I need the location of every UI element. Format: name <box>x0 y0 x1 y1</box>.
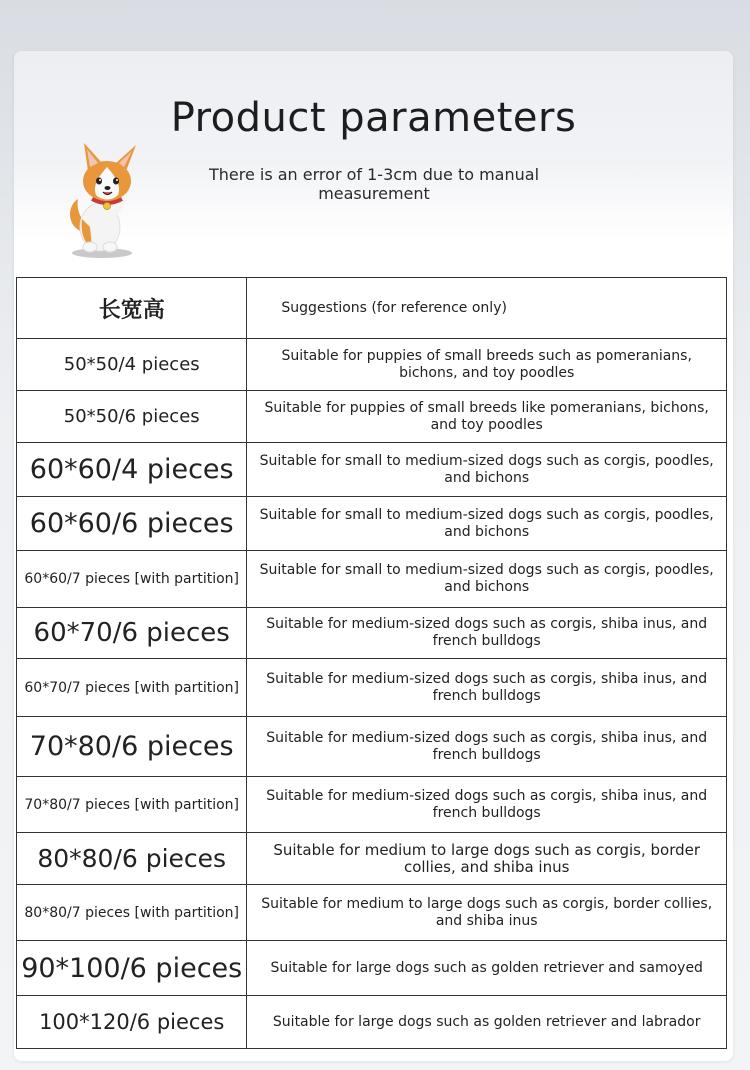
row-size: 60*70/7 pieces [with partition] <box>17 659 247 717</box>
table-row <box>17 391 727 443</box>
row-suggestion: Suitable for medium-sized dogs such as corgis, shiba inus, and french bulldogs <box>247 608 727 659</box>
row-size: 70*80/7 pieces [with partition] <box>17 777 247 833</box>
table-row <box>17 443 727 497</box>
parameters-table <box>16 277 727 1049</box>
row-size: 80*80/6 pieces <box>17 833 247 885</box>
table-row <box>17 885 727 941</box>
row-suggestion: Suitable for small to medium-sized dogs such as corgis, poodles, and bichons <box>247 497 727 551</box>
corgi-mascot-icon <box>62 135 162 261</box>
row-size: 90*100/6 pieces <box>17 941 247 996</box>
table-row <box>17 996 727 1049</box>
table-row <box>17 833 727 885</box>
row-size: 50*50/4 pieces <box>17 339 247 391</box>
row-size: 60*60/7 pieces [with partition] <box>17 551 247 608</box>
row-size: 60*60/4 pieces <box>17 443 247 497</box>
row-suggestion: Suitable for medium to large dogs such as corgis, border collies, and shiba inus <box>247 833 727 885</box>
table-row <box>17 608 727 659</box>
row-size: 60*60/6 pieces <box>17 497 247 551</box>
row-suggestion: Suitable for small to medium-sized dogs such as corgis, poodles, and bichons <box>247 443 727 497</box>
table-row <box>17 551 727 608</box>
measurement-note: There is an error of 1-3cm due to manual measurement <box>208 165 540 203</box>
row-size: 100*120/6 pieces <box>17 996 247 1049</box>
row-suggestion: Suitable for small to medium-sized dogs such as corgis, poodles, and bichons <box>247 551 727 608</box>
table-row <box>17 941 727 996</box>
row-suggestion: Suitable for medium-sized dogs such as corgis, shiba inus, and french bulldogs <box>247 777 727 833</box>
table-header-row <box>17 278 727 339</box>
row-suggestion: Suitable for large dogs such as golden retriever and samoyed <box>247 941 727 996</box>
table-row <box>17 339 727 391</box>
column-header-suggestions: Suggestions (for reference only) <box>247 278 727 339</box>
parameters-card <box>14 51 733 1061</box>
table-row <box>17 777 727 833</box>
table-row <box>17 717 727 777</box>
row-suggestion: Suitable for medium-sized dogs such as corgis, shiba inus, and french bulldogs <box>247 659 727 717</box>
row-size: 70*80/6 pieces <box>17 717 247 777</box>
row-suggestion: Suitable for large dogs such as golden retriever and labrador <box>247 996 727 1049</box>
table-row <box>17 497 727 551</box>
page-title: Product parameters <box>170 95 577 141</box>
row-suggestion: Suitable for medium to large dogs such as corgis, border collies, and shiba inus <box>247 885 727 941</box>
row-suggestion: Suitable for medium-sized dogs such as corgis, shiba inus, and french bulldogs <box>247 717 727 777</box>
row-suggestion: Suitable for puppies of small breeds such as pomeranians, bichons, and toy poodles <box>247 339 727 391</box>
table-row <box>17 659 727 717</box>
row-size: 80*80/7 pieces [with partition] <box>17 885 247 941</box>
row-suggestion: Suitable for puppies of small breeds like pomeranians, bichons, and toy poodles <box>247 391 727 443</box>
column-header-dimensions: 长宽高 <box>17 278 247 339</box>
row-size: 50*50/6 pieces <box>17 391 247 443</box>
row-size: 60*70/6 pieces <box>17 608 247 659</box>
